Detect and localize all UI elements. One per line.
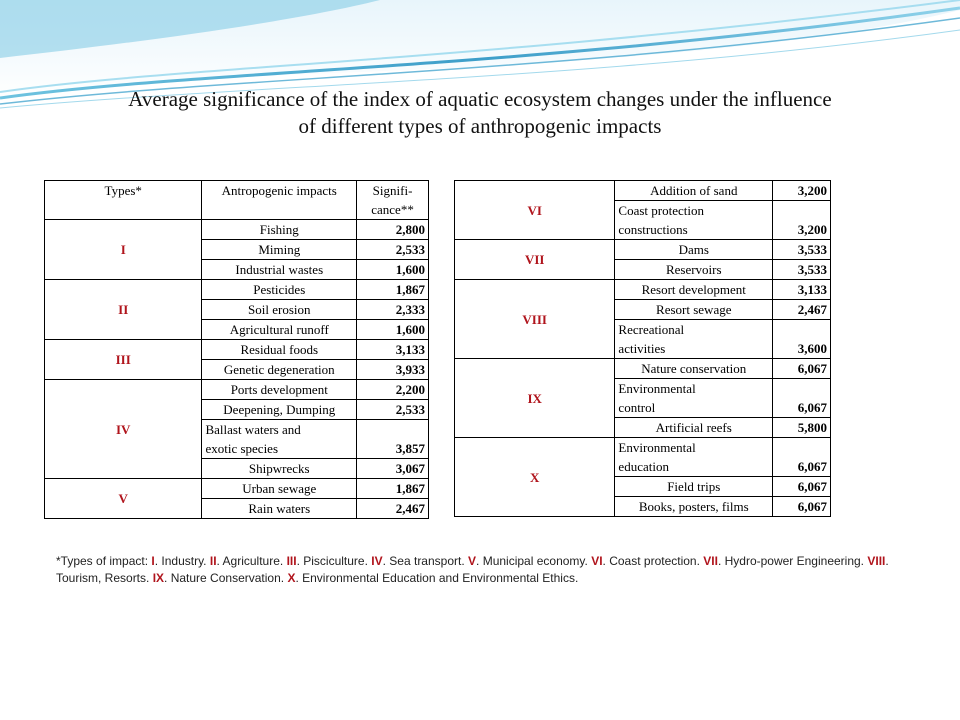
impact-line: Environmental <box>618 381 696 396</box>
type-cell: IV <box>45 380 202 479</box>
footnote-text: . Tourism, Resorts. <box>56 554 889 585</box>
value-cell: 3,933 <box>357 360 429 380</box>
type-numeral: X <box>287 571 296 585</box>
impact-line: Ballast waters and <box>205 422 301 437</box>
table-row <box>455 240 831 260</box>
value-cell: 2,200 <box>357 380 429 400</box>
header-row <box>45 181 429 220</box>
value-cell: 6,067 <box>773 497 831 517</box>
value-cell: 6,067 <box>773 359 831 379</box>
table-row <box>455 359 831 379</box>
value-cell: 6,067 <box>773 438 831 477</box>
table-row <box>45 380 429 400</box>
value-cell: 5,800 <box>773 418 831 438</box>
table-row <box>45 479 429 499</box>
footnote-text: *Types of impact: <box>56 554 152 568</box>
table-row <box>455 280 831 300</box>
impact-cell: Urban sewage <box>202 479 357 499</box>
impact-cell: Nature conservation <box>615 359 773 379</box>
impact-line: Coast protection <box>618 203 704 218</box>
impact-cell <box>615 438 773 477</box>
type-cell: II <box>45 280 202 340</box>
footnote-text: . Pisciculture. <box>296 554 372 568</box>
value-cell: 2,467 <box>773 300 831 320</box>
value-cell: 2,533 <box>357 400 429 420</box>
header-impacts: Antropogenic impacts <box>202 181 357 220</box>
header-significance-line2: cance** <box>371 202 414 217</box>
type-numeral: VI <box>591 554 603 568</box>
impact-cell <box>202 420 357 459</box>
type-cell: IX <box>455 359 615 438</box>
impact-cell: Fishing <box>202 220 357 240</box>
type-numeral: IV <box>371 554 383 568</box>
impact-cell: Industrial wastes <box>202 260 357 280</box>
impact-cell: Resort sewage <box>615 300 773 320</box>
footnote <box>56 553 906 587</box>
type-cell: X <box>455 438 615 517</box>
footnote-text: . Environmental Education and Environmental Ethics. <box>295 571 579 585</box>
type-cell: III <box>45 340 202 380</box>
table-row <box>45 280 429 300</box>
impact-cell: Rain waters <box>202 499 357 519</box>
impact-cell <box>615 320 773 359</box>
footnote-text: . Hydro-power Engineering. <box>717 554 868 568</box>
type-numeral: VIII <box>867 554 886 568</box>
right-impacts-table <box>454 180 831 517</box>
value-cell: 2,467 <box>357 499 429 519</box>
impact-line: control <box>618 400 656 415</box>
impact-cell: Agricultural runoff <box>202 320 357 340</box>
type-numeral: IX <box>152 571 165 585</box>
table-row <box>45 220 429 240</box>
header-significance-line1: Signifi- <box>372 183 413 198</box>
title-line-1: Average significance of the index of aquatic ecosystem changes under the influence <box>128 87 832 111</box>
title-line-2: of different types of anthropogenic impacts <box>298 114 662 138</box>
value-cell: 2,533 <box>357 240 429 260</box>
value-cell: 6,067 <box>773 477 831 497</box>
impact-cell: Deepening, Dumping <box>202 400 357 420</box>
impact-line: education <box>618 459 669 474</box>
value-cell: 1,600 <box>357 320 429 340</box>
footnote-text: . Industry. <box>154 554 210 568</box>
type-cell: I <box>45 220 202 280</box>
type-numeral: V <box>468 554 477 568</box>
value-cell: 3,533 <box>773 260 831 280</box>
footnote-text: . Agriculture. <box>216 554 287 568</box>
impact-line: Environmental <box>618 440 696 455</box>
value-cell: 1,867 <box>357 479 429 499</box>
value-cell: 3,133 <box>773 280 831 300</box>
impact-cell: Artificial reefs <box>615 418 773 438</box>
type-cell: VII <box>455 240 615 280</box>
left-impacts-table <box>44 180 429 519</box>
impact-cell <box>615 379 773 418</box>
impact-cell: Soil erosion <box>202 300 357 320</box>
impact-cell: Field trips <box>615 477 773 497</box>
value-cell: 2,333 <box>357 300 429 320</box>
value-cell: 3,600 <box>773 320 831 359</box>
value-cell: 1,600 <box>357 260 429 280</box>
header-significance <box>357 181 429 220</box>
footnote-text: . Municipal economy. <box>476 554 592 568</box>
type-cell: V <box>45 479 202 519</box>
impact-cell: Shipwrecks <box>202 459 357 479</box>
value-cell: 2,800 <box>357 220 429 240</box>
impact-cell: Dams <box>615 240 773 260</box>
impact-cell: Residual foods <box>202 340 357 360</box>
type-numeral: VII <box>703 554 718 568</box>
value-cell: 6,067 <box>773 379 831 418</box>
impact-cell: Miming <box>202 240 357 260</box>
value-cell: 3,133 <box>357 340 429 360</box>
impact-cell <box>615 201 773 240</box>
value-cell: 1,867 <box>357 280 429 300</box>
footnote-text: . Sea transport. <box>382 554 469 568</box>
table-row <box>455 438 831 477</box>
table-row <box>455 181 831 201</box>
impact-line: Recreational <box>618 322 685 337</box>
impact-line: activities <box>618 341 666 356</box>
value-cell: 3,533 <box>773 240 831 260</box>
header-types: Types* <box>45 181 202 220</box>
footnote-text: . Coast protection. <box>602 554 704 568</box>
impact-cell: Resort development <box>615 280 773 300</box>
impact-cell: Ports development <box>202 380 357 400</box>
type-numeral: II <box>209 554 217 568</box>
type-cell: VI <box>455 181 615 240</box>
type-cell: VIII <box>455 280 615 359</box>
footnote-text: . Nature Conservation. <box>164 571 288 585</box>
impact-cell: Addition of sand <box>615 181 773 201</box>
value-cell: 3,200 <box>773 201 831 240</box>
impact-line: exotic species <box>205 441 279 456</box>
impact-cell: Reservoirs <box>615 260 773 280</box>
value-cell: 3,200 <box>773 181 831 201</box>
value-cell: 3,857 <box>357 420 429 459</box>
table-row <box>45 340 429 360</box>
slide-title <box>40 86 920 140</box>
value-cell: 3,067 <box>357 459 429 479</box>
impact-cell: Pesticides <box>202 280 357 300</box>
type-numeral: I <box>151 554 155 568</box>
impact-cell: Books, posters, films <box>615 497 773 517</box>
impact-cell: Genetic degeneration <box>202 360 357 380</box>
type-numeral: III <box>286 554 297 568</box>
impact-line: constructions <box>618 222 688 237</box>
